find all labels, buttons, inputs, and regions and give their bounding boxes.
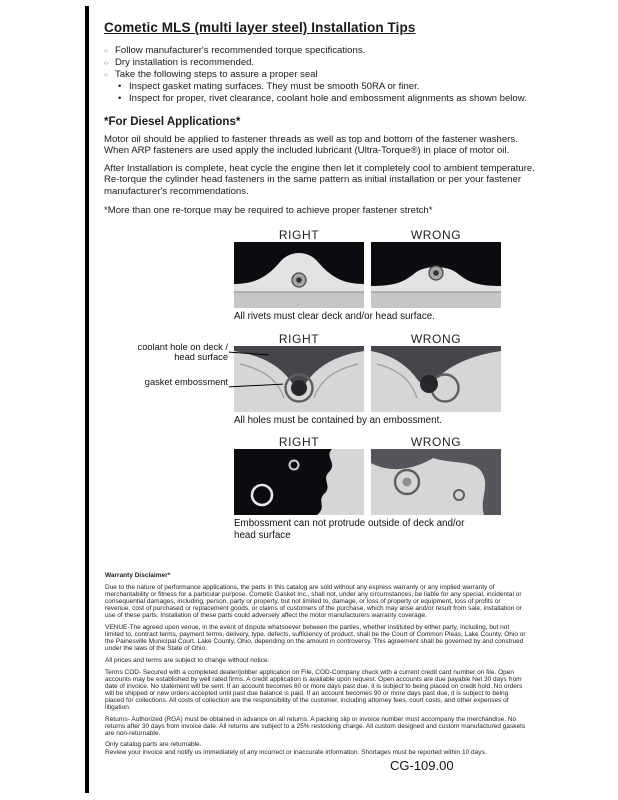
diagram-rivets-right-image [234, 242, 364, 308]
warranty-disclaimer-heading: Warranty Disclaimer* [105, 572, 171, 579]
legal-section [105, 572, 526, 761]
legal-paragraph: Due to the nature of performance applications, the parts in this catalog are sold without any express warranty or any implied warranty of merchantability or fitness for a particular purpose. Cometic Gasket Inc., shall not, under any circumstances, be liable for any special, incidental or consequential damages, including, person, party or property, but not limited to, damage, or loss of property or equipment, loss of profits or revenue, cost of purchased or replacement goods, or claims of customers of the purchase, which may arise and/or result from sale, installation or use of these parts. Installation of these parts could adversely affect the motor manufacturers warranty coverage. [105, 584, 522, 620]
coolant-hole-callout: coolant hole on deck / head surface [137, 341, 228, 363]
diagram-row-embossment [234, 435, 501, 541]
holes-caption: All holes must be contained by an embossment. [234, 414, 443, 426]
diagram-rivets-wrong-image [371, 242, 501, 308]
installation-diagrams [137, 228, 501, 550]
gasket-embossment-callout: gasket embossment [144, 376, 228, 387]
diesel-paragraph-retorque: After Installation is complete, heat cycle the engine then let it completely cool to ambient temperature. Re-torque the cylinder head fasteners in the same pattern as initial installation or per your fastener manufacturer's recommendations. [104, 162, 535, 197]
diesel-paragraph-oil: Motor oil should be applied to fastener threads as well as top and bottom of the fastener washers. When ARP fasteners are used apply the included lubricant (Ultra-Torque®) in place of motor oil. [104, 133, 518, 157]
diagram-panels [234, 346, 501, 412]
diagram-panels [234, 449, 501, 515]
wrong-label: WRONG [410, 331, 462, 346]
tip-item: ○ Take the following steps to assure a proper seal [104, 69, 536, 81]
embossment-caption: Embossment can not protrude outside of deck and/or head surface [234, 518, 465, 541]
right-label: RIGHT [278, 435, 320, 449]
page-binding-edge [85, 6, 89, 793]
diagram-holes-right-image [234, 346, 364, 412]
tips-list [104, 45, 536, 105]
diesel-applications-heading: *For Diesel Applications* [104, 115, 241, 128]
page-title: Cometic MLS (multi layer steel) Installation Tips [104, 20, 416, 35]
retorque-note: *More than one re-torque may be required to achieve proper fastener stretch* [104, 204, 433, 216]
diagram-panels [234, 242, 501, 308]
rivets-caption: All rivets must clear deck and/or head surface. [234, 311, 435, 322]
tip-item: ○ Dry installation is recommended. [104, 57, 536, 69]
wrong-label: WRONG [410, 435, 462, 449]
page-code: CG-109.00 [390, 758, 454, 773]
diagram-labels [234, 228, 501, 242]
diagram-embossment-right-image [234, 449, 364, 515]
right-label: RIGHT [278, 331, 320, 346]
diagram-labels [234, 332, 501, 346]
legal-paragraph: Review your invoice and notify us immediately of any incorrect or inaccurate information. Shortages must be reported within 10 days. [105, 749, 487, 757]
tip-subitem: • Inspect gasket mating surfaces. They must be smooth 50RA or finer. [104, 81, 536, 93]
diagram-row-rivets [234, 228, 501, 323]
diagram-holes-wrong-image [371, 346, 501, 412]
installation-tips-section [104, 20, 536, 216]
tip-item: ○ Follow manufacturer's recommended torque specifications. [104, 45, 536, 57]
legal-paragraph: Returns- Authorized (RGA) must be obtained in advance on all returns. A packing slip or invoice number must accompany the merchandise. No returns after 30 days from invoice date. All returns are subject to a 25% restocking charge. All custom designed and custom manufactured gaskets are non-returnable. [105, 715, 526, 737]
legal-paragraph: All prices and terms are subject to change without notice. [105, 656, 270, 664]
diagram-row-holes [137, 331, 501, 427]
tip-subitem: • Inspect for proper, rivet clearance, coolant hole and embossment alignments as shown below. [104, 93, 536, 105]
right-label: RIGHT [278, 228, 320, 242]
diagram-labels [234, 435, 501, 449]
legal-paragraph: Only catalog parts are returnable. [105, 741, 202, 749]
wrong-label: WRONG [410, 228, 462, 242]
legal-paragraph: Terms COD- Secured with a completed dealer/jobber application on File, COD-Company check with a current credit card number on file. Open accounts may be established by well rated firms. A credit application is available upon request. Open accounts are due payable Net 30 days from date of invoice. No statement will be sent. If an account becomes 60 or more days past due, it is subject to being placed on credit hold. No orders will be shipped or new orders accepted until past due balance is paid. If an account becomes 90 or more days past due, it is subject to being placed for collections. All costs of collection are the responsibility of the customer, including attorney fees, court costs, and other expenses of litigation. [105, 668, 523, 711]
diagram-embossment-wrong-image [371, 449, 501, 515]
legal-paragraph: VENUE-The agreed upon venue, in the event of dispute whatsoever between the parties, whether instituted by either party, including, but not limited to, contract terms, payment terms, delivery, type, defects, sufficiency of product, shall be the Court of Common Pleas, Lake County, Ohio or the Painesville Municipal Court, Lake County, Ohio, depending on the amount in controversy. This agreement shall be governed by and construed under the laws of the State of Ohio. [105, 624, 526, 653]
